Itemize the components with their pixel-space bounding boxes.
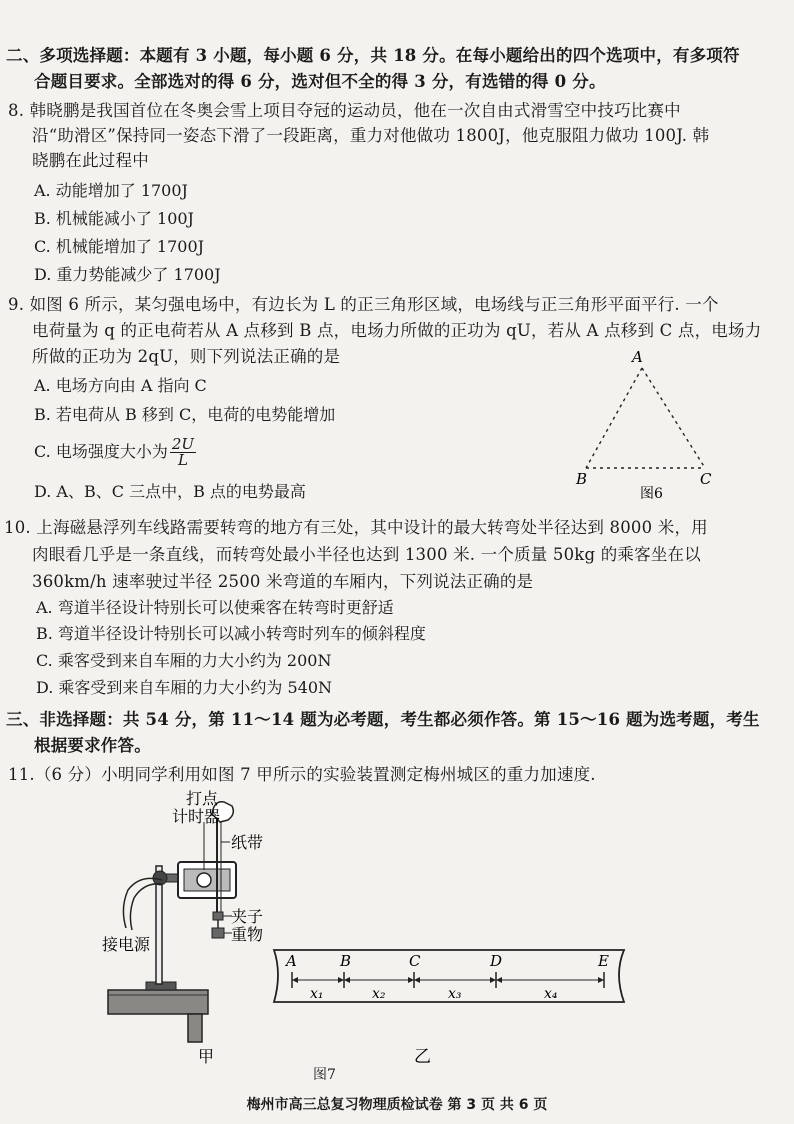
label-paper-tape: 纸带 — [231, 833, 264, 852]
section3-heading-2: 根据要求作答。 — [34, 736, 151, 755]
q9-option-c — [34, 437, 196, 468]
segment-x4-label: x₄ — [544, 986, 558, 1002]
q9-stem-2: 电荷量为 q 的正电荷若从 A 点移到 B 点，电场力所做的正功为 qU，若从 A 点移到 C 点，电场力 — [32, 321, 762, 340]
point-b-label: B — [340, 952, 352, 970]
label-power: 接电源 — [102, 935, 151, 954]
q8-option-c: C. 机械能增加了 1700J — [34, 237, 205, 256]
figure-7-apparatus — [100, 790, 290, 1070]
q8-option-d: D. 重力势能减少了 1700J — [34, 265, 221, 284]
fraction-numerator: 2U — [171, 435, 195, 453]
q9-stem-3: 所做的正功为 2qU，则下列说法正确的是 — [32, 347, 341, 366]
q8-stem-1: 8. 韩晓鹏是我国首位在冬奥会雪上项目夺冠的运动员，他在一次自由式滑雪空中技巧比赛中 — [8, 101, 681, 120]
point-d-label: D — [490, 952, 503, 970]
section3-heading-1: 三、非选择题：共 54 分，第 11～14 题为必考题，考生都必须作答。第 15～16 题为选考题，考生 — [6, 710, 760, 729]
q9-option-c-text: C. 电场强度大小为 — [34, 442, 168, 461]
page-footer: 梅州市高三总复习物理质检试卷 第 3 页 共 6 页 — [246, 1097, 548, 1113]
fraction-denominator: L — [177, 451, 188, 469]
figure-7-caption: 图7 — [313, 1067, 336, 1083]
label-timer-line2: 计时器 — [172, 807, 221, 826]
label-weight: 重物 — [231, 925, 264, 944]
figure-7-paper-tape — [268, 944, 632, 1074]
table-leg — [188, 1014, 202, 1042]
section2-heading-1: 二、多项选择题：本题有 3 小题，每小题 6 分，共 18 分。在每小题给出的四个选项中，有多项符 — [6, 46, 740, 65]
point-a-label: A — [632, 348, 643, 366]
table-top — [108, 990, 208, 1014]
q8-stem-3: 晓鹏在此过程中 — [32, 151, 149, 170]
q9-option-a: A. 电场方向由 A 指向 C — [34, 376, 207, 395]
timer-coil — [197, 873, 211, 887]
q10-option-d: D. 乘客受到来自车厢的力大小约为 540N — [36, 678, 333, 697]
q8-option-b: B. 机械能减小了 100J — [34, 209, 194, 228]
segment-x2-label: x₂ — [372, 986, 386, 1002]
q11-stem-1: 11.（6 分）小明同学利用如图 7 甲所示的实验装置测定梅州城区的重力加速度. — [8, 765, 596, 784]
triangle-side-ac — [642, 368, 705, 468]
triangle-side-ab — [586, 368, 642, 468]
label-clip: 夹子 — [231, 907, 264, 926]
label-timer-line1: 打点 — [186, 790, 219, 808]
section2-heading-2: 合题目要求。全部选对的得 6 分，选对但不全的得 3 分，有选错的得 0 分。 — [34, 72, 606, 91]
label-jia: 甲 — [198, 1047, 215, 1066]
q9-option-b: B. 若电荷从 B 移到 C，电荷的电势能增加 — [34, 405, 336, 424]
weight — [212, 928, 224, 938]
point-a-label: A — [286, 952, 297, 970]
segment-x1-label: x₁ — [310, 986, 324, 1002]
point-c-label: C — [409, 952, 421, 970]
label-yi: 乙 — [414, 1047, 431, 1067]
figure-6-triangle — [570, 346, 720, 502]
q10-option-a: A. 弯道半径设计特别长可以使乘客在转弯时更舒适 — [36, 598, 394, 617]
clip — [213, 912, 223, 920]
q10-stem-1: 10. 上海磁悬浮列车线路需要转弯的地方有三处，其中设计的最大转弯处半径达到 8000 米，用 — [4, 518, 708, 537]
q10-option-c: C. 乘客受到来自车厢的力大小约为 200N — [36, 651, 332, 670]
point-c-label: C — [700, 470, 712, 488]
q10-stem-2: 肉眼看几乎是一条直线，而转弯处最小半径也达到 1300 米. 一个质量 50kg 的乘客坐在以 — [32, 545, 701, 564]
q10-stem-3: 360km/h 速率驶过半径 2500 米弯道的车厢内，下列说法正确的是 — [32, 572, 534, 591]
segment-x3-label: x₃ — [448, 986, 462, 1002]
q8-option-a: A. 动能增加了 1700J — [34, 181, 188, 200]
q8-stem-2: 沿“助滑区”保持同一姿态下滑了一段距离，重力对他做功 1800J，他克服阻力做功 100J. 韩 — [32, 126, 710, 145]
point-e-label: E — [598, 952, 609, 970]
q10-option-b: B. 弯道半径设计特别长可以减小转弯时列车的倾斜程度 — [36, 624, 426, 643]
q9-option-c-fraction — [170, 437, 196, 468]
point-b-label: B — [576, 470, 588, 488]
figure-6-caption: 图6 — [640, 486, 663, 502]
q9-stem-1: 9. 如图 6 所示，某匀强电场中，有边长为 L 的正三角形区域，电场线与正三角形平面平行. 一个 — [8, 295, 719, 314]
q9-option-d: D. A、B、C 三点中，B 点的电势最高 — [34, 482, 306, 501]
